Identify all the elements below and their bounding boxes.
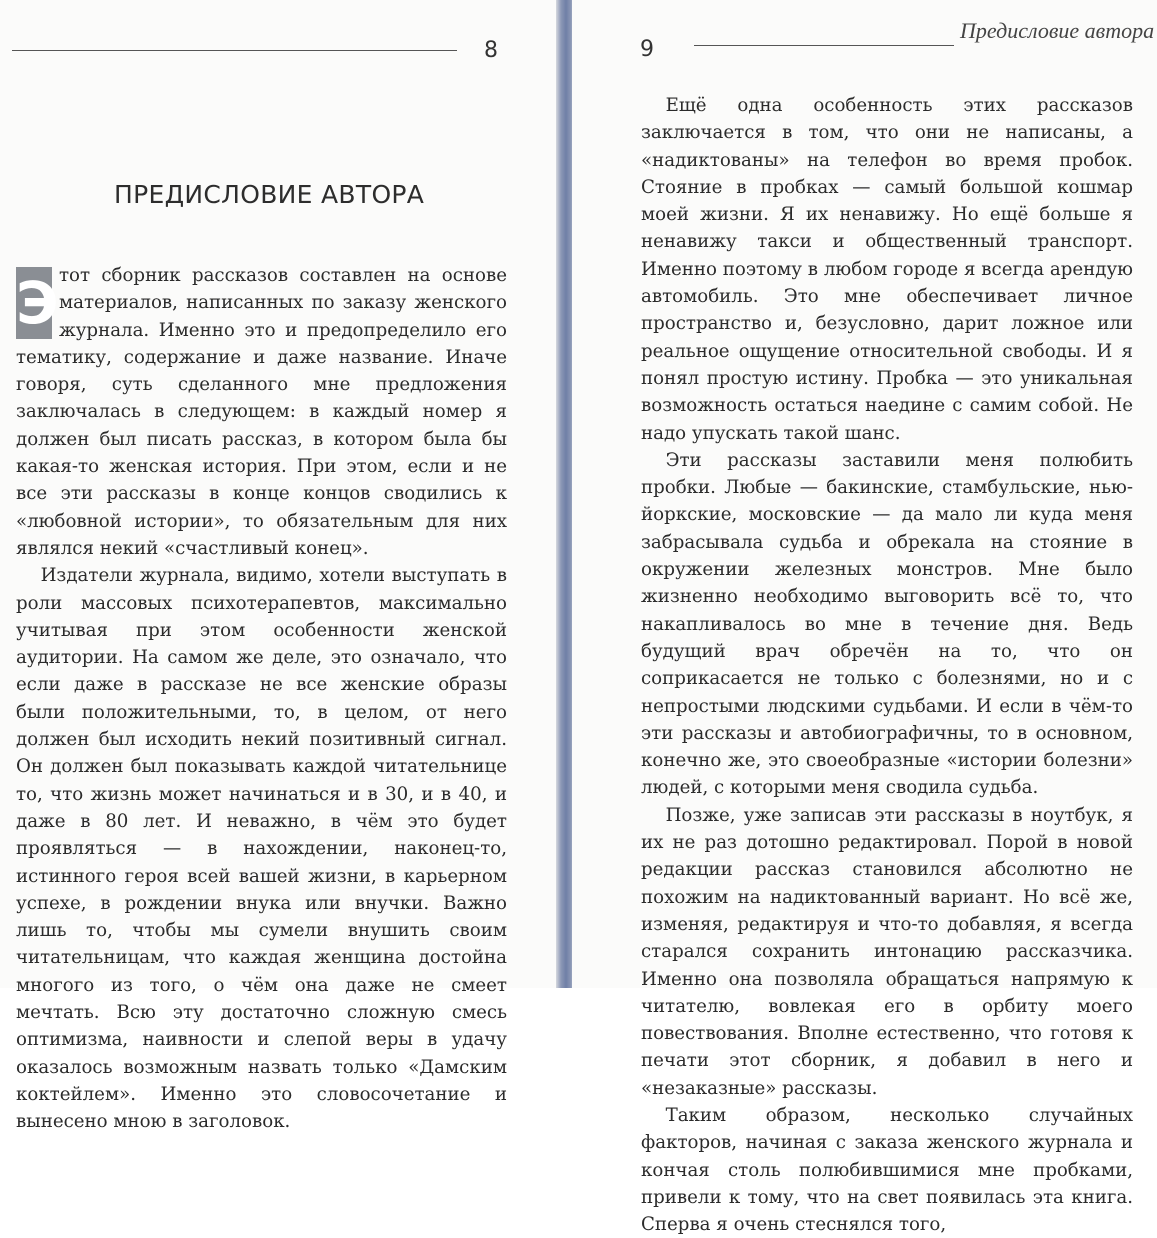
paragraph: Ещё одна особенность этих рассказов заключается в том, что они не написаны, а «надиктованы» на телефон во время пробок. Стояние в пробках — самый большой кошмар моей жизни. Я их ненавижу. Но ещё больше я ненавижу такси и общественный транспорт. Именно поэтому в любом городе я всегда арендую автомобиль. Это мне обеспечивает личное пространство и, безусловно, дарит ложное или реальное ощущение относительной свободы. И я понял простую истину. Пробка — это уникальная возможность остаться наедине с самим собой. Не надо упускать такой шанс. bbox=[641, 95, 1133, 444]
paragraph bbox=[16, 262, 507, 562]
page-number: 9 bbox=[640, 37, 654, 62]
header-rule bbox=[694, 45, 954, 46]
right-text bbox=[641, 92, 1133, 1238]
chapter-title: ПРЕДИСЛОВИЕ АВТОРА bbox=[114, 180, 425, 209]
right-page bbox=[572, 0, 1157, 1236]
paragraph: Позже, уже записав эти рассказы в ноутбук, я их не раз дотошно редактировал. Порой в новой редакции рассказ становился абсолютно не похожим на надиктованный вариант. Но всё же, изменяя, редактируя и что-то добавляя, я всегда старался сохранить интонацию рассказчика. Именно она позволяла обращаться напрямую к читателю, вовлекая его в орбиту моего повествования. Вполне естественно, что готовя к печати этот сборник, я добавил в него и «незаказные» рассказы. bbox=[641, 804, 1133, 1099]
drop-cap: Э bbox=[16, 269, 59, 337]
page-number: 8 bbox=[484, 38, 498, 63]
paragraph: Издатели журнала, видимо, хотели выступать в роли массовых психотерапевтов, максимально учитывая при этом особенности женской аудитории. На самом же деле, это означало, что если даже в рассказе не все женские образы были положительными, то, в целом, от него должен был исходить некий позитивный сигнал. Он должен был показывать каждой читательнице то, что жизнь может начинаться и в 30, и в 40, и даже в 80 лет. И неважно, в чём это будет проявляться — в нахождении, наконец-то, истинного героя всей вашей жизни, в карьерном успехе, в рождении внука или внучки. Важно лишь то, чтобы мы сумели внушить своим читательницам, что каждая женщина достойна многого из того, о чём она даже не смеет мечтать. Всю эту достаточно сложную смесь оптимизма, наивности и слепой веры в удачу оказалось возможным назвать только «Дамским коктейлем». Именно это словосочетание и вынесено мною в заголовок. bbox=[16, 565, 507, 1133]
left-text bbox=[16, 262, 507, 1136]
paragraph: Эти рассказы заставили меня полюбить пробки. Любые — бакинские, стамбульские, нью-йоркские, московские — да мало ли куда меня забрасывала судьба и обрекала на стояние в окружении железных монстров. Мне было жизненно необходимо выговорить всё то, что накапливалось во мне в течение дня. Ведь будущий врач обречён на то, что он соприкасается не только с болезнями, но и с непростыми людскими судьбами. И если в чём-то эти рассказы и автобиографичны, то в основном, конечно же, это своеобразные «истории болезни» людей, с которыми меня сводила судьба. bbox=[641, 449, 1133, 799]
paragraph-text: тот сборник рассказов составлен на основе материалов, написанных по заказу женского журнала. Именно это и предопределило его тематику, содержание и даже название. Иначе говоря, суть сделанного мне предложения заключалась в следующем: в каждый номер я должен был писать рассказ, в котором была бы какая-то женская история. При этом, если и не все эти рассказы в конце концов сводились к «любовной истории», то обязательным для них являлся некий «счастливый конец». bbox=[16, 265, 507, 559]
running-head: Предисловие автора bbox=[960, 18, 1155, 43]
left-page bbox=[0, 0, 560, 1133]
header-rule bbox=[12, 50, 457, 51]
paragraph: Таким образом, несколько случайных факторов, начиная с заказа женского журнала и кончая столь полюбившимися мне пробками, привели к тому, что на свет появилась эта книга. Сперва я очень стеснялся того, bbox=[641, 1104, 1133, 1236]
